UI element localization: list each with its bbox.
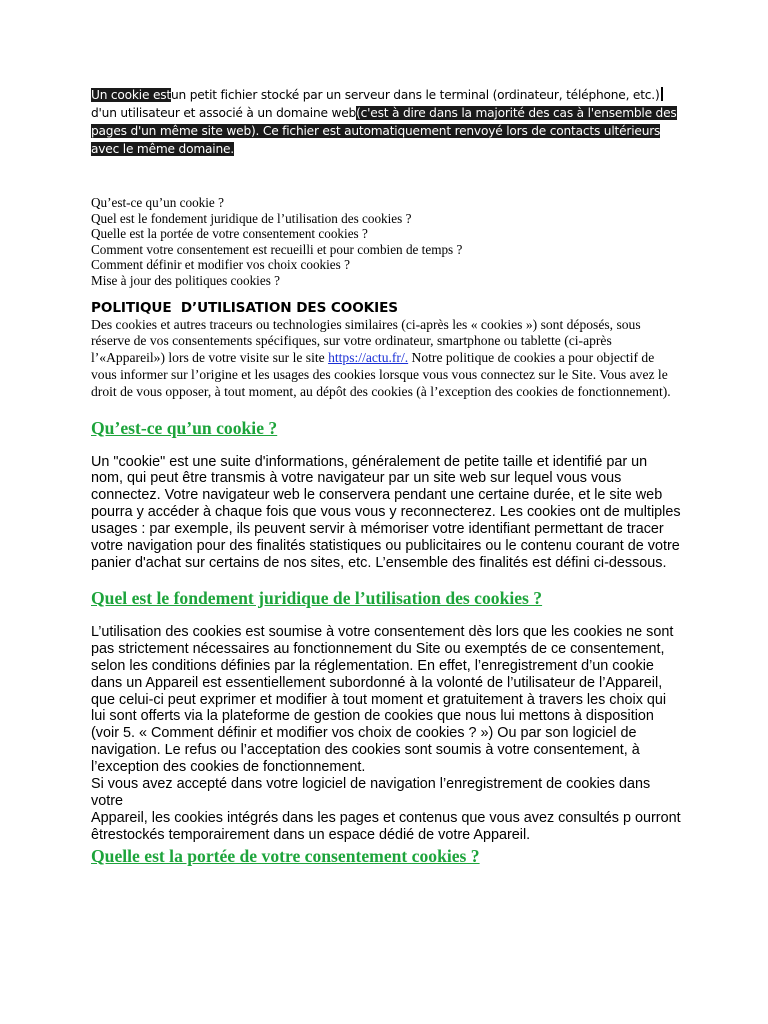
- intro-highlight-2: (c'est à dire dans la majorité des cas à l'ensemble des pages d'un même site web). Ce fichier est automatiquement renvoyé lors de contacts ultérieurs avec le même domaine.: [91, 106, 677, 156]
- toc-item: Qu’est-ce qu’un cookie ?: [91, 195, 224, 210]
- heading-legal-basis: Quel est le fondement juridique de l’utilisation des cookies ?: [91, 587, 543, 608]
- intro-paragraph: [91, 86, 681, 158]
- policy-text-2: Notre politique de cookies a pour objectif de vous informer sur l’origine et les usages des cookies lorsque vous vous connectez sur le Site. Vous avez le droit de vous opposer, à tout moment, au dépôt des cookies (à l’exception des cookies de fonctionnement).: [91, 350, 671, 399]
- heading-consent-scope: Quelle est la portée de votre consentement cookies ?: [91, 845, 480, 866]
- legal-basis-paragraph-2: Si vous avez accepté dans votre logiciel de navigation l’enregistrement de cookies dans votre: [91, 776, 651, 809]
- policy-title: POLITIQUE D’UTILISATION DES COOKIES: [91, 299, 398, 316]
- legal-basis-paragraph: L’utilisation des cookies est soumise à votre consentement dès lors que les cookies ne sont pas strictement nécessaires au fonctionnement du Site ou exemptés de ce consentement, selon les conditions définies par la réglementation. En effet, l’enregistrement d’un cookie dans un Appareil est essentiellement subordonné à la volonté de l’utilisateur de l’Appareil, que celui-ci peut exprimer et modifier à tout moment et gratuitement à travers les choix qui lui sont offerts via la plateforme de gestion de cookies que nous lui mettons à disposition (voir 5. « Comment définir et modifier vos choix de cookies ? ») Ou par son logiciel de navigation. Le refus ou l’acceptation des cookies sont soumis à votre consentement, à l’exception des cookies de fonctionnement.: [91, 623, 674, 776]
- policy-paragraph: [91, 317, 681, 401]
- table-of-contents: [91, 195, 681, 289]
- toc-item: Comment définir et modifier vos choix cookies ?: [91, 257, 350, 273]
- what-is-cookie-paragraph: Un "cookie" est une suite d'informations, généralement de petite taille et identifié par un nom, qui peut être transmis à votre navigateur par un site web sur lequel vous vous connectez. Votre navigateur web le conservera pendant une certaine durée, et le site web pourra y accéder à chaque fois que vous vous y reconnecterez. Les cookies ont de multiples usages : par exemple, ils peuvent servir à mémoriser votre identifiant permettant de tracer votre navigation pour des finalités statistiques ou publicitaires ou le contenu courant de votre panier d'achat sur certains de nos sites, etc. L’ensemble des finalités est défini ci-dessous.: [91, 453, 681, 571]
- intro-highlight-1: Un cookie est: [91, 88, 171, 102]
- toc-item: Comment votre consentement est recueilli et pour combien de temps ?: [91, 241, 463, 257]
- site-link[interactable]: https://actu.fr/.: [328, 350, 409, 366]
- intro-text-1: un petit fichier stocké par un serveur dans le terminal (ordinateur, téléphone, etc.): [170, 88, 660, 102]
- heading-what-is-cookie: Qu’est-ce qu’un cookie ?: [91, 417, 278, 438]
- policy-text-1: Des cookies et autres traceurs ou technologies similaires (ci-après les « cookies ») sont déposés, sous réserve de vos consentements spécifiques, sur votre ordinateur, smartphone ou tablette (ci-après l’«Appareil») lors de votre visite sur le site: [91, 316, 641, 366]
- toc-item: Mise à jour des politiques cookies ?: [91, 272, 280, 288]
- toc-item: Quel est le fondement juridique de l’utilisation des cookies ?: [91, 210, 412, 226]
- legal-basis-paragraph-3: Appareil, les cookies intégrés dans les pages et contenus que vous avez consultés p ourront êtrestockés temporairement dans un espace dédié de votre Appareil.: [91, 809, 681, 843]
- text-cursor: [661, 87, 663, 101]
- document-page: [91, 86, 681, 867]
- intro-text-2: d'un utilisateur et associé à un domaine web: [91, 106, 357, 120]
- toc-item: Quelle est la portée de votre consentement cookies ?: [91, 226, 368, 242]
